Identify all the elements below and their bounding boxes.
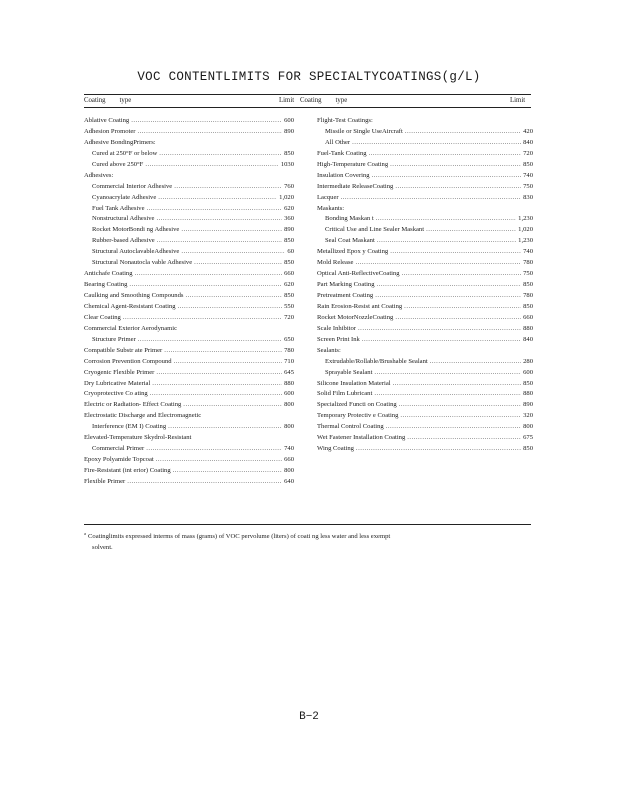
table-row [317,357,533,368]
table-row [84,444,294,455]
dot-leader [158,193,277,204]
dot-leader [185,291,282,302]
dot-leader [181,225,282,236]
voc-limit-value: 1030 [280,160,294,168]
coating-type-label: Optical Anti-ReflectiveCoating [317,270,400,278]
header-top-rule [84,94,531,95]
coating-type-label: Fire-Resistant (int erior) Coating [84,467,171,474]
table-row [84,258,294,269]
voc-limit-value: 840 [523,138,533,146]
dot-leader [374,389,521,400]
dot-leader [173,466,282,477]
table-row [317,280,533,291]
table-row [84,302,294,313]
dot-leader [156,455,282,466]
dot-leader [362,335,521,346]
coating-type-label: Sealants: [317,346,341,354]
dot-leader [138,335,282,346]
coating-type-label: Fuel Tank Adhesive [92,204,145,212]
coating-type-label: Corrosion Prevention Compound [84,357,172,365]
dot-leader [358,324,521,335]
table-row [317,422,533,433]
dot-leader [145,160,278,171]
table-row [84,138,294,149]
coating-type-label: Adhesives: [84,171,114,179]
dot-leader [131,116,282,127]
voc-limit-value: 620 [284,281,294,289]
voc-limit-value: 280 [523,357,533,365]
table-row [317,433,533,444]
voc-limit-value: 780 [523,292,533,299]
voc-limit-value: 840 [523,335,533,343]
dot-leader [426,225,516,236]
table-row [84,466,294,477]
table-row [84,193,294,204]
coating-type-label: Intermediate ReleaseCoating [317,182,394,190]
coating-type-label: Ablative Coating [84,117,130,124]
coating-type-label: Cryoprotective Co ating [84,390,148,398]
dot-leader [375,291,521,302]
coating-type-label: Scale Inhibitor [317,324,357,332]
page-number: B−2 [299,711,319,723]
coating-type-label: All Other [325,138,351,146]
voc-limit-value: 720 [523,149,533,157]
table-row [317,389,533,400]
voc-limit-value: 890 [284,127,294,135]
dot-leader [127,477,282,488]
voc-limit-value: 800 [284,467,294,474]
voc-limit-value: 1,020 [279,193,294,201]
table-row [84,214,294,225]
coating-type-label: Rain Erosion-Resist ant Coating [317,302,403,310]
table-row [84,127,294,138]
footnote-line-1: Coatinglimits expressed interms of mass (grams) of VOC pervolume (liters) of coati ng less water and less exempt [88,533,391,541]
coating-type-label: Interference (EM I) Coating [92,423,167,431]
coating-type-label: Critical Use and Line Sealer Maskant [325,226,425,234]
table-row [317,193,533,204]
table-row [317,302,533,313]
table-row [317,400,533,411]
coating-type-label: Electric or Radiation- Effect Coating [84,401,182,409]
coating-type-label: Bonding Maskan t [325,215,374,223]
footnote [84,528,524,553]
voc-limit-value: 60 [287,248,294,256]
voc-limit-value: 650 [284,335,294,343]
dot-leader [386,422,521,433]
voc-limit-value: 1,020 [518,226,533,234]
dot-leader [372,171,522,182]
dot-leader [157,236,282,247]
right-header-coating: Coating [300,97,322,104]
coating-type-label: Commercial Primer [92,445,145,453]
voc-limit-value: 850 [523,281,533,289]
coating-type-label: Lacquer [317,193,339,201]
voc-limit-value: 800 [523,423,533,431]
dot-leader [137,127,282,138]
table-row [317,225,533,236]
table-row [84,182,294,193]
table-row [84,357,294,368]
coating-type-label: Fuel-Tank Coating [317,149,367,157]
voc-limit-value: 750 [523,182,533,190]
voc-limit-value: 1,230 [518,215,533,223]
dot-leader [156,368,282,379]
left-header-label [84,97,131,104]
table-row [84,313,294,324]
voc-limit-value: 600 [284,117,294,124]
table-row [84,160,294,171]
dot-leader [390,247,521,258]
voc-limit-value: 360 [284,215,294,223]
dot-leader [352,138,521,149]
table-row [317,236,533,247]
voc-limit-value: 850 [523,160,533,168]
coating-type-label: Clear Coating [84,313,121,321]
dot-leader [341,193,522,204]
voc-limit-value: 710 [284,357,294,365]
dot-leader [377,236,516,247]
dot-leader [402,269,522,280]
voc-limit-value: 320 [523,412,533,420]
dot-leader [174,357,283,368]
table-row [84,455,294,466]
coating-type-label: Rocket MotorNozzleCoating [317,313,394,321]
voc-limit-value: 830 [523,193,533,201]
table-row [84,324,294,335]
coating-type-label: Wet Fastener Installation Coating [317,434,406,442]
voc-limit-value: 760 [284,182,294,190]
table-row [84,280,294,291]
coating-type-label: Antichafe Coating [84,270,133,278]
voc-limit-value: 780 [284,346,294,354]
left-header-coating: Coating [84,97,106,104]
coating-type-label: Sprayable Sealant [325,368,373,376]
table-row [84,204,294,215]
right-column [317,116,533,455]
coating-type-label: Structural AutoclavableAdhesive [92,248,180,256]
table-row [317,411,533,422]
coating-type-label: High-Temperature Coating [317,160,389,168]
dot-leader [129,280,282,291]
dot-leader [355,258,521,269]
header-bottom-rule [84,107,531,108]
table-row [84,477,294,488]
coating-type-label: Insulation Covering [317,171,370,179]
voc-limit-value: 890 [523,401,533,409]
table-row [84,422,294,433]
dot-leader [147,204,283,215]
dot-leader [150,389,282,400]
table-row [84,225,294,236]
table-row [317,247,533,258]
table-row [317,138,533,149]
dot-leader [178,302,283,313]
dot-leader [395,182,521,193]
table-row [317,182,533,193]
left-header-type: type [119,97,132,104]
coating-type-label: Structure Primer [92,335,136,343]
right-header-type: type [335,97,348,104]
coating-type-label: Commercial Interior Adhesive [92,182,173,190]
dot-leader [369,149,522,160]
coating-type-label: Adhesion Promoter [84,127,136,135]
coating-type-label: Dry Lubricative Material [84,379,151,387]
coating-type-label: Cyanoacrylate Adhesive [92,193,157,201]
voc-limit-value: 620 [284,204,294,212]
table-row [317,214,533,225]
coating-type-label: Nonstructural Adhesive [92,215,155,223]
dot-leader [390,160,521,171]
voc-limit-value: 740 [523,248,533,256]
coating-type-label: Adhesive BondingPrimers: [84,138,156,146]
voc-limit-value: 850 [523,302,533,310]
table-row [84,291,294,302]
left-column [84,116,294,488]
table-row [317,269,533,280]
coating-type-label: Mold Release [317,259,354,267]
coating-type-label: Rocket MotorBondi ng Adhesive [92,226,180,234]
dot-leader [152,379,282,390]
table-row [84,433,294,444]
dot-leader [164,346,282,357]
table-row [84,116,294,127]
voc-limit-value: 720 [284,313,294,321]
voc-limit-value: 660 [284,270,294,278]
voc-limit-value: 645 [284,368,294,376]
table-row [317,368,533,379]
table-row [84,400,294,411]
voc-limit-value: 660 [284,456,294,464]
table-row [84,171,294,182]
coating-type-label: Flexible Primer [84,477,126,485]
coating-type-label: Flight-Test Coatings: [317,117,373,124]
table-row [84,379,294,390]
coating-type-label: Screen Print Ink [317,335,360,343]
coating-type-label: Bearing Coating [84,281,128,289]
dot-leader [393,379,521,390]
table-row [84,247,294,258]
voc-limit-value: 800 [284,401,294,409]
voc-limit-value: 850 [523,445,533,453]
table-row [317,313,533,324]
dot-leader [159,149,282,160]
dot-leader [376,214,516,225]
table-row [84,269,294,280]
coating-type-label: Elevated-Temperature Skydrol-Resistant [84,434,192,442]
coating-type-label: Thermal Control Coating [317,423,384,431]
voc-limit-value: 850 [523,379,533,387]
dot-leader [123,313,282,324]
voc-limit-value: 880 [523,324,533,332]
voc-limit-value: 800 [284,423,294,431]
dot-leader [404,302,521,313]
dot-leader [374,368,521,379]
table-row [317,160,533,171]
table-row [317,116,533,127]
coating-type-label: Temporary Protectiv e Coating [317,412,399,420]
table-row [317,291,533,302]
voc-limit-value: 675 [523,434,533,442]
footnote-marker: a [84,531,86,536]
table-row [84,149,294,160]
coating-type-label: Caulking and Smoothing Compounds [84,292,184,299]
voc-limit-value: 660 [523,313,533,321]
coating-type-label: Commercial Exterior Aerodynamic [84,324,178,332]
table-row [317,171,533,182]
table-row [317,335,533,346]
table-row [84,346,294,357]
table-row [317,204,533,215]
dot-leader [400,411,521,422]
dot-leader [430,357,521,368]
right-header-label [300,97,347,104]
dot-leader [399,400,521,411]
voc-limit-value: 600 [284,390,294,398]
table-row [317,258,533,269]
coating-type-label: Epoxy Polyamide Topcoat [84,456,154,464]
dot-leader [146,444,282,455]
coating-type-label: Rubber-based Adhesive [92,237,155,245]
coating-type-label: Seal Coat Maskant [325,237,375,245]
table-row [317,127,533,138]
voc-limit-value: 420 [523,127,533,135]
voc-limit-value: 550 [284,302,294,310]
coating-type-label: Extrudable/Rollable/Brushable Sealant [325,357,428,365]
coating-type-label: Cured at 250°F or below [92,149,158,157]
coating-type-label: Metallized Epox y Coating [317,248,389,256]
voc-limit-value: 740 [523,171,533,179]
dot-leader [356,444,521,455]
voc-limit-value: 600 [523,368,533,376]
voc-limit-value: 740 [284,445,294,453]
voc-limit-value: 850 [284,237,294,245]
table-row [317,149,533,160]
right-header-limit: Limit [510,97,526,104]
coating-type-label: Compatible Substr ate Primer [84,346,163,354]
dot-leader [181,247,285,258]
table-row [317,346,533,357]
dot-leader [395,313,521,324]
table-row [84,411,294,422]
coating-type-label: Silicone Insulation Material [317,379,391,387]
table-row [84,389,294,400]
coating-type-label: Wing Coating [317,445,354,453]
coating-type-label: Missile or Single UseAircraft [325,127,403,135]
footnote-rule [84,524,531,525]
coating-type-label: Structural Nonautocla vable Adhesive [92,259,193,267]
dot-leader [135,269,283,280]
coating-type-label: Chemical Agent-Resistant Coating [84,302,176,310]
coating-type-label: Cured above 250°F [92,160,144,168]
coating-type-label: Part Marking Coating [317,281,375,289]
page-title: VOC CONTENTLIMITS FOR SPECIALTYCOATINGS(g/L) [137,70,481,84]
footnote-line-2: solvent. [92,544,113,552]
voc-limit-value: 750 [523,270,533,278]
coating-type-label: Solid Film Lubricant [317,390,373,398]
coating-type-label: Specialized Functi on Coating [317,401,397,409]
dot-leader [405,127,521,138]
voc-limit-value: 880 [523,390,533,398]
voc-limit-value: 640 [284,477,294,485]
voc-limit-value: 780 [523,259,533,267]
voc-limit-value: 850 [284,149,294,157]
voc-limit-value: 880 [284,379,294,387]
table-row [84,335,294,346]
table-row [317,324,533,335]
voc-limit-value: 1,230 [518,237,533,245]
coating-type-label: Maskants: [317,204,345,212]
left-header-limit: Limit [279,97,295,104]
voc-limit-value: 850 [284,292,294,299]
dot-leader [194,258,282,269]
voc-limit-value: 890 [284,226,294,234]
coating-type-label: Electrostatic Discharge and Electromagnetic [84,412,202,420]
coating-type-label: Cryogenic Flexible Primer [84,368,155,376]
dot-leader [407,433,521,444]
table-row [84,368,294,379]
dot-leader [183,400,282,411]
dot-leader [174,182,282,193]
dot-leader [156,214,282,225]
table-row [317,379,533,390]
dot-leader [168,422,282,433]
coating-type-label: Pretreatment Coating [317,292,374,299]
voc-limit-value: 850 [284,259,294,267]
dot-leader [377,280,522,291]
table-row [84,236,294,247]
table-row [317,444,533,455]
